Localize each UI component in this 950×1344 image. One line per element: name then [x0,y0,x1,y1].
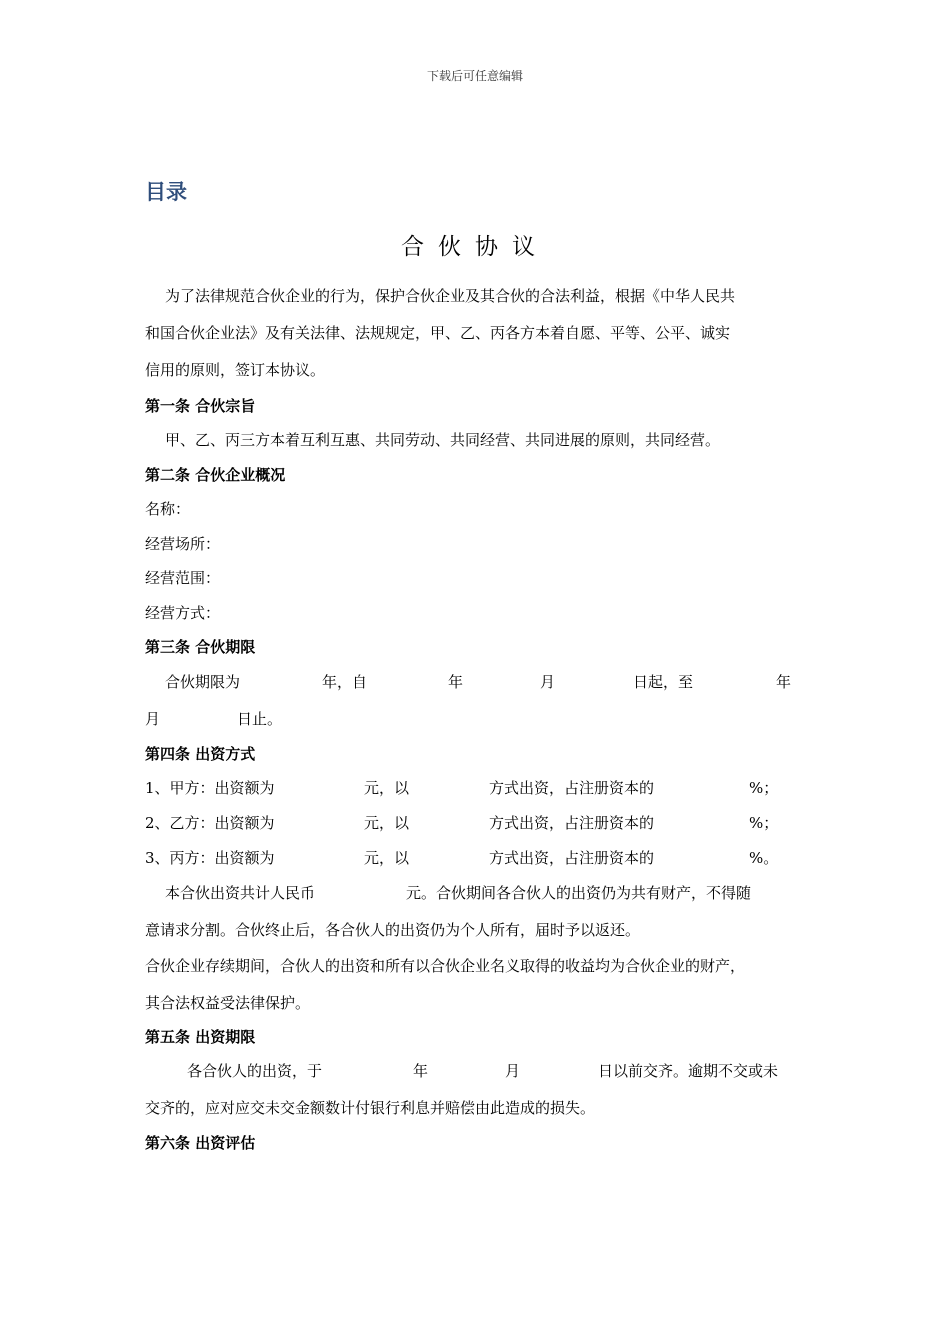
article-5-heading: 第五条 出资期限 [145,1028,256,1046]
article-6-heading: 第六条 出资评估 [145,1134,256,1152]
total-capital-label: 本合伙出资共计人民币 [165,884,316,902]
article-1-heading: 第一条 合伙宗旨 [145,397,256,415]
article-4-heading: 第四条 出资方式 [145,745,256,763]
term-label: 合伙期限为 [165,673,241,691]
contrib-row-2-yuan: 元，以 [364,814,410,832]
contrib-row-2-label: 2、乙方：出资额为 [145,814,275,832]
capital-text-3: 合伙企业存续期间，合伙人的出资和所有以合伙企业名义取得的收益均为合伙企业的财产， [145,957,746,975]
article-3-heading: 第三条 合伙期限 [145,638,256,656]
field-mode: 经营方式： [145,604,221,622]
term-end-year: 年 [776,673,792,691]
term-end-month: 月 [145,710,161,728]
deadline-text-2: 交齐的，应对应交未交金额数计付银行利息并赔偿由此造成的损失。 [145,1099,596,1117]
contrib-row-2-percent: %； [749,814,779,832]
term-start-day: 日起，至 [633,673,694,691]
field-name: 名称： [145,500,191,518]
term-start-year: 年 [448,673,464,691]
contrib-row-3-percent: %。 [749,849,779,867]
deadline-year: 年 [413,1062,429,1080]
contrib-row-3-method: 方式出资，占注册资本的 [489,849,655,867]
capital-text-2: 意请求分割。合伙终止后，各合伙人的出资仍为个人所有，届时予以返还。 [145,921,641,939]
capital-text-4: 其合法权益受法律保护。 [145,994,311,1012]
page-header: 下载后可任意编辑 [426,69,523,83]
contrib-row-2-method: 方式出资，占注册资本的 [489,814,655,832]
term-start-month: 月 [540,673,556,691]
contrib-row-1-method: 方式出资，占注册资本的 [489,779,655,797]
intro-line-3: 信用的原则，签订本协议。 [145,361,326,379]
term-end-day: 日止。 [237,710,283,728]
deadline-month: 月 [505,1062,521,1080]
total-capital-text: 元。合伙期间各合伙人的出资仍为共有财产，不得随 [406,884,752,902]
contrib-row-3-label: 3、丙方：出资额为 [145,849,275,867]
intro-line-2: 和国合伙企业法》及有关法律、法规规定，甲、乙、丙各方本着自愿、平等、公平、诚实 [145,324,731,342]
document-title: 合伙协议 [401,234,549,260]
contrib-row-1-yuan: 元，以 [364,779,410,797]
term-years: 年，自 [322,673,368,691]
intro-line-1: 为了法律规范合伙企业的行为，保护合伙企业及其合伙的合法利益，根据《中华人民共 [165,287,736,305]
deadline-label: 各合伙人的出资，于 [187,1062,323,1080]
toc-heading[interactable]: 目录 [145,180,187,204]
field-place: 经营场所： [145,535,221,553]
article-2-heading: 第二条 合伙企业概况 [145,466,286,484]
article-1-text: 甲、乙、丙三方本着互利互惠、共同劳动、共同经营、共同进展的原则，共同经营。 [165,431,721,449]
contrib-row-1-percent: %； [749,779,779,797]
contrib-row-3-yuan: 元，以 [364,849,410,867]
field-scope: 经营范围： [145,569,221,587]
contrib-row-1-label: 1、甲方：出资额为 [145,779,275,797]
deadline-day: 日以前交齐。逾期不交或未 [598,1062,779,1080]
